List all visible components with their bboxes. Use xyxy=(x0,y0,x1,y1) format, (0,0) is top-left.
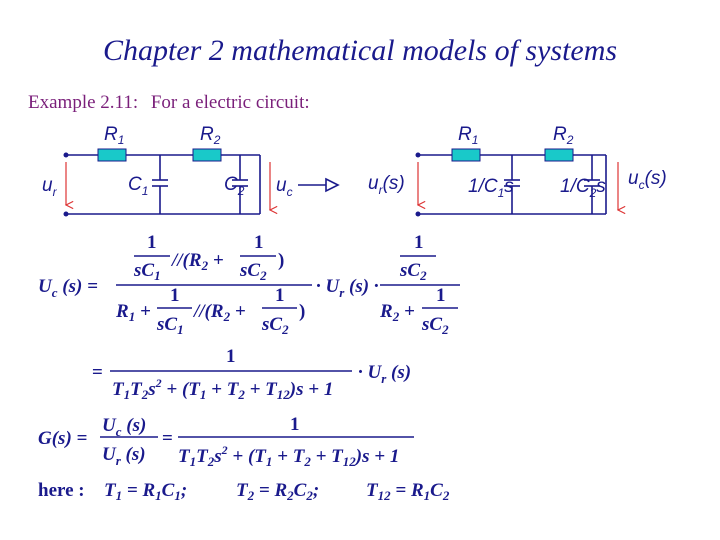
svg-text://(R2 +: $//(R_2$ + xyxy=(194,301,246,324)
label-ur: $u_r$ xyxy=(42,175,57,199)
left-circuit xyxy=(42,124,293,217)
svg-text:1: 1 xyxy=(170,285,180,306)
label-c1: $C_1$ xyxy=(128,174,149,198)
equation-simplified xyxy=(92,346,411,402)
svg-text:Uc (s) =: $U_c$ (s) = xyxy=(38,276,98,300)
resistor-r2-s xyxy=(545,149,573,161)
svg-text:): ) xyxy=(299,301,306,322)
svg-text:G(s) =: G(s) = xyxy=(38,428,88,449)
definition-t12: $T_{12} = R_1C_2$ xyxy=(366,480,450,503)
svg-text:sC2: $sC_2$ xyxy=(240,260,267,283)
svg-text:1: 1 xyxy=(147,232,157,253)
label-r2: $R_2$ xyxy=(200,124,221,147)
svg-text:sC2: $sC_2$ xyxy=(422,314,449,337)
definition-t1: $T_1 = R_1C_1$; xyxy=(104,480,188,503)
svg-text:): ) xyxy=(278,250,285,271)
example-text: For a electric circuit: xyxy=(150,92,310,113)
svg-text:sC2: $sC_2$ xyxy=(400,260,427,283)
svg-text:1: 1 xyxy=(414,232,424,253)
resistor-r1-s xyxy=(452,149,480,161)
svg-text:R2 +: $R_2$ + xyxy=(380,301,415,324)
svg-text:=: = xyxy=(92,362,103,383)
definitions-line xyxy=(38,480,450,503)
label-uc: $u_c$ xyxy=(276,175,293,199)
label-c2: $C_2$ xyxy=(224,174,245,198)
resistor-r1 xyxy=(98,149,126,161)
svg-text:T1T2s2 + (T1 + T2 + T12)s + 1: $T_1T_2s^2 + (T_1 + T_2 + T_{12})s + 1$ xyxy=(178,443,400,469)
svg-text:sC1: $sC_1$ xyxy=(157,314,184,337)
equation-uc xyxy=(38,232,460,337)
resistor-r2 xyxy=(193,149,221,161)
svg-text:Uc (s): $U_c$ (s) xyxy=(102,415,147,439)
example-label: Example 2.11: xyxy=(28,92,139,113)
svg-text:sC1: $sC_1$ xyxy=(134,260,161,283)
svg-text:1: 1 xyxy=(254,232,264,253)
label-ur-s: $u_r(s)$ xyxy=(368,173,405,197)
svg-text:1: 1 xyxy=(436,285,446,306)
slide-title: Chapter 2 mathematical models of systems xyxy=(102,34,618,67)
label-r1-s: $R_1$ xyxy=(458,124,479,147)
svg-text:1: 1 xyxy=(290,414,300,435)
svg-text:R1 +: $R_1$ + xyxy=(116,301,151,324)
label-r2-s: $R_2$ xyxy=(553,124,574,147)
label-uc-s: $u_c(s)$ xyxy=(628,168,667,192)
label-z2: $1/C_2s$ xyxy=(560,176,606,200)
svg-text:· Ur (s): · $U_r$ (s) xyxy=(358,362,412,386)
svg-text:Ur (s): $U_r$ (s) xyxy=(102,444,146,468)
svg-text:· Ur (s) ·: · $U_r$ (s) · xyxy=(316,276,379,300)
svg-text://(R2 +: $//(R_2$ + xyxy=(172,250,224,273)
here-label: here : xyxy=(38,480,85,501)
label-r1: $R_1$ xyxy=(104,124,125,147)
svg-text:=: = xyxy=(162,428,173,449)
right-circuit xyxy=(368,124,667,217)
label-z1: $1/C_1s$ xyxy=(468,176,514,200)
equation-transfer-function xyxy=(38,414,414,469)
transform-arrow xyxy=(298,179,338,191)
svg-text:sC2: $sC_2$ xyxy=(262,314,289,337)
definition-t2: $T_2 = R_2C_2$; xyxy=(236,480,320,503)
svg-text:T1T2s2 + (T1 + T2 + T12)s + 1: $T_1T_2s^2 + (T_1 + T_2 + T_{12})s + 1$ xyxy=(112,376,334,402)
svg-text:1: 1 xyxy=(226,346,236,367)
svg-text:1: 1 xyxy=(275,285,285,306)
